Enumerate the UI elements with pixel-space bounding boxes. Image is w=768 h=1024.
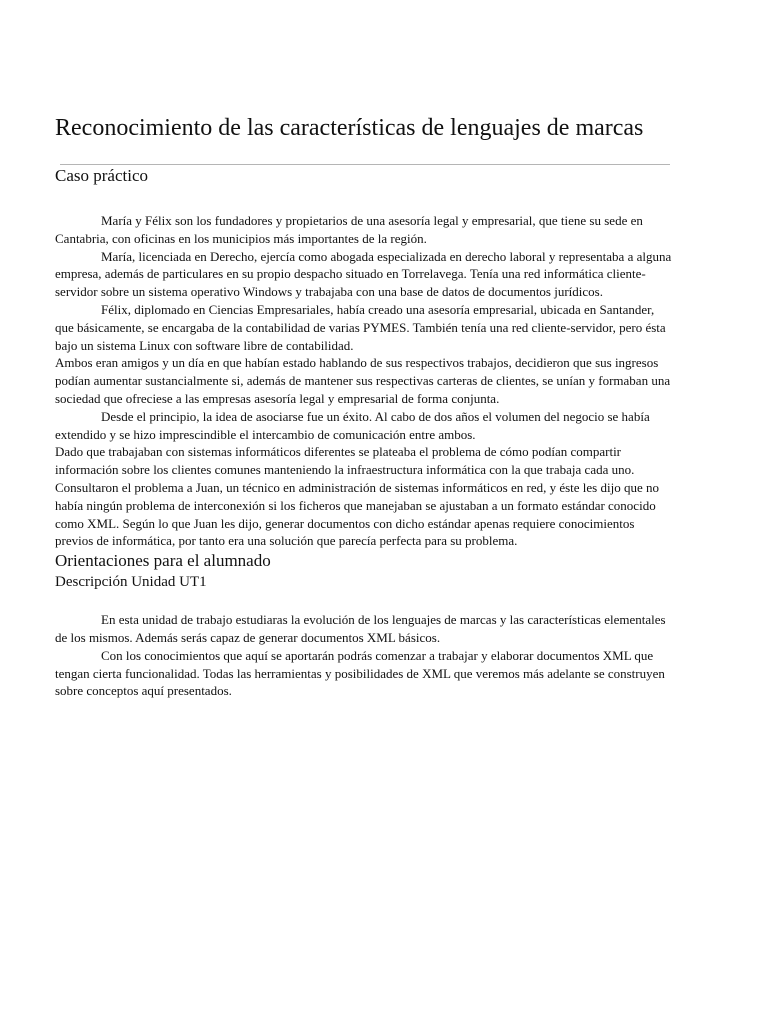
section-heading-orientaciones: Orientaciones para el alumnado (55, 551, 271, 571)
paragraph: Con los conocimientos que aquí se aportarán podrás comenzar a trabajar y elaborar documentos XML que tengan cierta funcionalidad. Todas las herramientas y posibilidades de XML que veremos más adelante se construyen sobre conceptos aquí presentados. (55, 647, 665, 699)
document-page (55, 112, 675, 700)
paragraph: María y Félix son los fundadores y propietarios de una asesoría legal y empresarial, que tiene su sede en Cantabria, con oficinas en los municipios más importantes de la región. (55, 213, 643, 246)
paragraph: Dado que trabajaban con sistemas informáticos diferentes se plateaba el problema de cómo podían compartir información sobre los clientes comunes manteniendo la infraestructura informática con la que trabaja cada uno. (55, 444, 635, 478)
paragraph: María, licenciada en Derecho, ejercía como abogada especializada en derecho laboral y representaba a alguna empresa, además de particulares en su propio despacho situado en Torrelavega. Tenía una red informática cliente-servidor sobre un sistema operativo Windows y trabajaba con una base de datos de documentos jurídicos. (55, 248, 672, 300)
orientaciones-body (55, 611, 675, 700)
section-heading-caso-practico: Caso práctico (55, 166, 148, 185)
document-title: Reconocimiento de las características de lenguajes de marcas (55, 115, 644, 141)
caso-practico-body (55, 212, 675, 550)
subsection-heading-descripcion: Descripción Unidad UT1 (55, 574, 207, 591)
paragraph: Félix, diplomado en Ciencias Empresariales, había creado una asesoría empresarial, ubicada en Santander, que básicamente, se encargaba de la contabilidad de varias PYMES. También tenía una red cliente-servidor, pero ésta bajo un sistema Linux con software libre de contabilidad. (55, 301, 666, 353)
paragraph: Desde el principio, la idea de asociarse fue un éxito. Al cabo de dos años el volumen del negocio se había extendido y se hizo imprescindible el intercambio de comunicación entre ambos. (55, 408, 650, 442)
paragraph: Consultaron el problema a Juan, un técnico en administración de sistemas informáticos en red, y éste les dijo que no había ningún problema de interconexión si los ficheros que manejaban se ajustaban a un formato estándar conocido como XML. Según lo que Juan les dijo, generar documentos con dicho estándar apenas requiere conocimientos previos de informática, por tanto era una solución que parecía perfecta para su problema. (55, 479, 659, 549)
paragraph: En esta unidad de trabajo estudiaras la evolución de los lenguajes de marcas y las características elementales de los mismos. Además serás capaz de generar documentos XML básicos. (55, 612, 666, 645)
paragraph: Ambos eran amigos y un día en que habían estado hablando de sus respectivos trabajos, decidieron que sus ingresos podían aumentar sustancialmente si, además de mantener sus respectivas carteras de clientes, se unían y formaban una sociedad que ofreciese a las empresas asesoría legal y empresarial de forma conjunta. (55, 355, 671, 406)
